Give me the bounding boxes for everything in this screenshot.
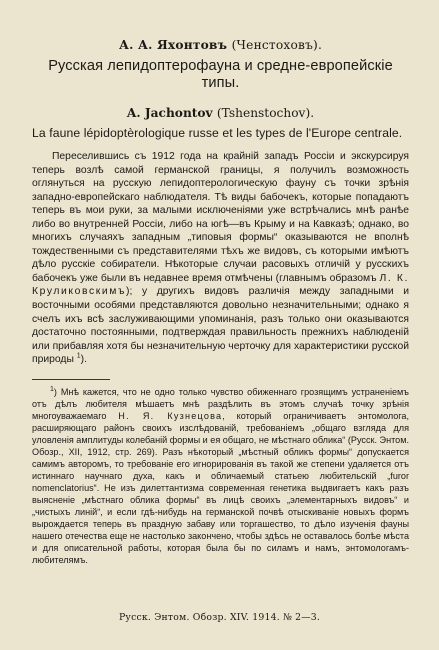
footnote <box>32 386 409 567</box>
author-place-lat: (Tshenstochov). <box>216 106 315 120</box>
body-text-part-1: Переселившись съ 1912 года на крайній западъ Россіи и экскурсируя теперь возлѣ самой германской границы, я получилъ возможность оглянуться на русскую лепидоптерологическую фауну съ точки зрѣнія западно-европейскаго наблюдателя. Тѣ виды бабочекъ, которые попадаютъ теперь въ мои руки, за малыми исключеніями уже встрѣчались мнѣ ранѣе либо во внутренней Россіи, либо на югѣ—въ Крыму и на Кавказѣ; однако, во многихъ случаяхъ западным „типовыя формы“ оказываются не вполнѣ тождественными съ представителями тѣхъ же видовъ, съ которыми имѣютъ дѣло русскіе собиратели. Нѣкоторые случаи расовыхъ отличій у русскихъ бабочекъ уже были въ недавнее время отмѣчены (главнымъ образомъ <box>32 151 409 284</box>
footnote-divider <box>32 379 110 380</box>
footnote-text-part-1: ) Мнѣ кажется, что не одно только чувство обиженнаго грозящимъ устраненіемъ отъ дѣлъ любителя мѣшаетъ мнѣ раздѣлить въ этомъ случаѣ точку зрѣнія многоуважаемаго <box>32 386 409 421</box>
author-name-ru: А. А. Яхонтовъ <box>118 38 228 52</box>
author-place-ru: (Ченстоховъ). <box>231 38 323 52</box>
footnote-author-name: Н. Я. Кузнецова <box>118 410 223 421</box>
footnote-marker: 1 <box>76 352 81 360</box>
page-footer-citation: Русск. Энтом. Обозр. XIV. 1914. № 2—3. <box>118 612 321 623</box>
body-text-end: ). <box>80 354 87 366</box>
footnote-ref: 1 <box>50 385 54 393</box>
author-heading-lat <box>32 106 409 120</box>
body-paragraph <box>32 150 409 367</box>
author-name-lat: A. Jachontov <box>126 106 213 120</box>
body-author-name: Л. К. Круликовскимъ <box>32 272 409 298</box>
footnote-text-part-2: , который ограничиваетъ энтомолога, расширяющаго районъ своихъ изслѣдованій, требованіемъ „общаго взгляда для уловленія амплитуды колебаній формы и ея общаго, не мѣстнаго облика“ (Русск. Энтом. Обозр., XII, 1912, стр. 269). Разъ нѣкоторый „мѣстный обликъ формы“ допускается самимъ авторомъ, то требованіе его игнорированія въ такой же степени удаляется отъ истиннаго научнаго духа, какъ и обличаемый статьею любительскій „furor nomenclatorius“. Не изъ дилеттантизма современная генетика выдвигаетъ какъ разъ выясненіе „мѣстнаго облика формы“ въ лицѣ своихъ „элементарныхъ видовъ“ и „чистыхъ линій“, и если гдѣ-нибудь на германской почвѣ отыскиваніе новыхъ формъ вырождается теперь въ праздную забаву или торгашество, то дѣло изученія фауны нашего отечества еще не настолько закончено, чтобы здѣсь не оставалось болѣе мѣста и для описательной работы, которая была бы по силамъ и намъ, энтомологамъ-любителямъ. <box>32 410 409 566</box>
article-title-lat: La faune lépidoptèrologique russe et les types de l'Europe centrale. <box>32 126 403 140</box>
article-title-ru: Русская лепидоптерофауна и средне-европейскіе типы. <box>48 58 393 91</box>
author-heading-ru <box>32 38 409 52</box>
body-text-part-2: ); у другихъ видовъ различія между западными и восточными особями представляются довольно незначительными; однако я счелъ ихъ всѣ заслуживающими упоминанія, разъ только они оказываются достаточно постоянными, подтверждая правильность прежнихъ наблюденій или прибавляя хотя бы незначительную черточку для характеристики русской природы <box>32 286 409 366</box>
